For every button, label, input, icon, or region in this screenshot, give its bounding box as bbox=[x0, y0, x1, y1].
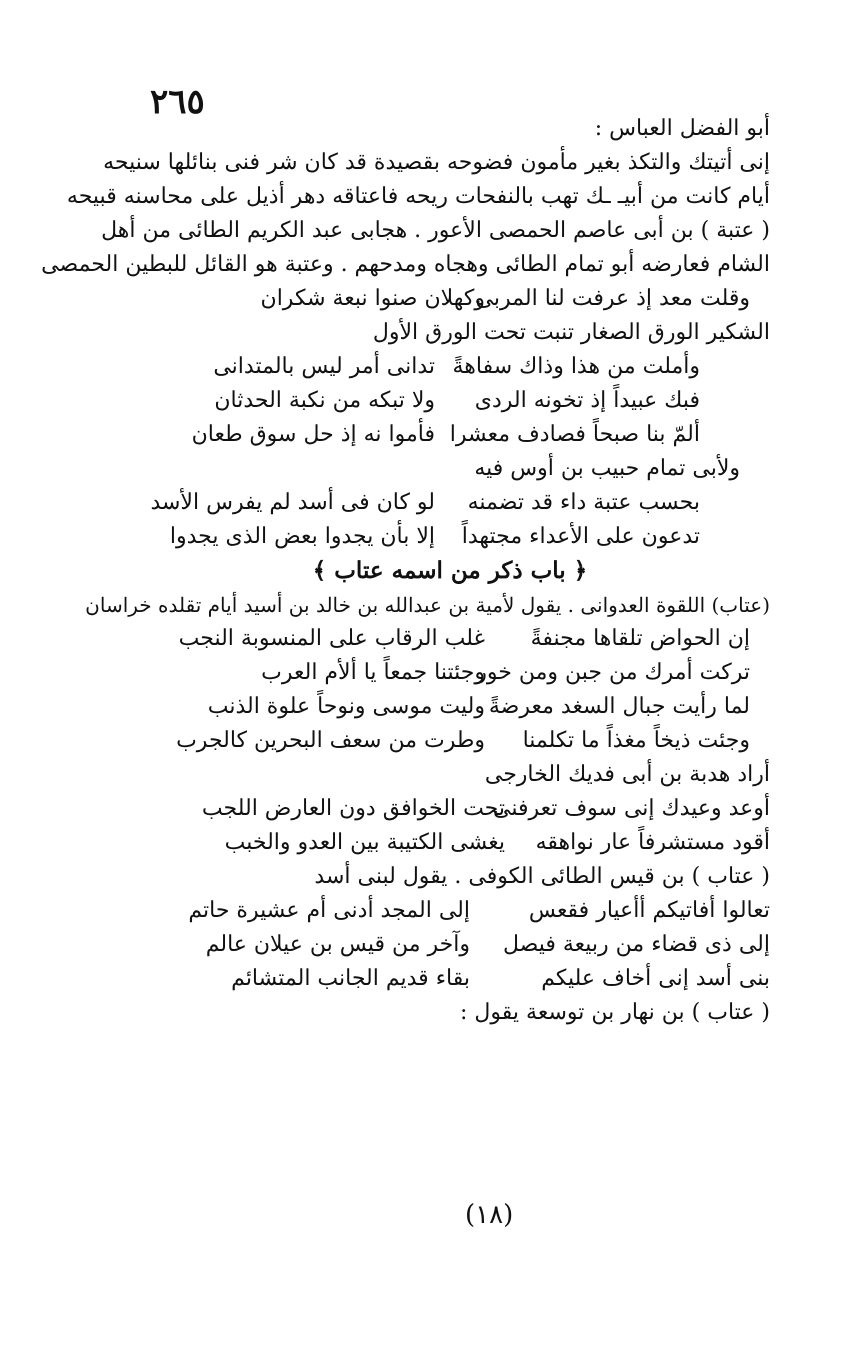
verse-hemistich: يغشى الكتيبة بين العدو والخبب bbox=[224, 830, 505, 855]
verse-row bbox=[130, 520, 770, 554]
verse-hemistich: أقود مستشرفاً عار نواهقه bbox=[535, 830, 770, 855]
prose-line bbox=[103, 146, 770, 180]
verse-hemistich: إن الحواض تلقاها مجنفةً bbox=[530, 626, 750, 651]
verse-hemistich: وقلت معد إذ عرفت لنا المربى bbox=[475, 286, 750, 311]
verse-row bbox=[130, 792, 770, 826]
verse-row bbox=[130, 724, 770, 758]
prose-line: (عتاب) اللقوة العدوانى . يقول لأمية بن عبدالله بن خالد بن أسيد أيام تقلده خراسان bbox=[85, 593, 770, 617]
verse-hemistich: بقصيدة قد كان شر فنى بنائلها سنيحه bbox=[103, 150, 440, 175]
verse-hemistich: أيام كانت من أبيـ ـك تهب بالنفحات ريحه bbox=[405, 184, 770, 209]
prose-line bbox=[66, 180, 770, 214]
prose-line: الشكير الورق الصغار تنبت تحت الورق الأول bbox=[372, 320, 770, 345]
verse-hemistich: أوعد وعيدك إنى سوف تعرفنى bbox=[493, 796, 770, 821]
verse-row bbox=[130, 962, 770, 996]
verse-row bbox=[130, 656, 770, 690]
verse-hemistich: وطرت من سعف البحرين كالجرب bbox=[176, 728, 485, 753]
verse-row bbox=[130, 418, 770, 452]
prose-line: أراد هدبة بن أبى فديك الخارجى bbox=[484, 762, 770, 787]
verse-hemistich: ألمّ بنا صبحاً فصادف معشرا bbox=[449, 422, 700, 447]
verse-hemistich: تعالوا أفاتيكم أأعيار فقعس bbox=[528, 898, 770, 923]
prose-line: ( عتاب ) بن نهار بن توسعة يقول : bbox=[460, 1000, 770, 1025]
verse-row bbox=[130, 894, 770, 928]
prose-line: ( عتاب ) بن قيس الطائى الكوفى . يقول لبنى أسد bbox=[314, 864, 770, 889]
verse-hemistich: ولا تبكه من نكبة الحدثان bbox=[214, 388, 435, 413]
verse-hemistich: تركت أمرك من جبن ومن خور bbox=[476, 660, 750, 685]
verse-hemistich: تدعون على الأعداء مجتهداً bbox=[461, 524, 700, 549]
verse-hemistich: إلى ذى قضاء من ربيعة فيصل bbox=[503, 932, 770, 957]
chapter-heading: ﴿ باب ذكر من اسمه عتاب ﴾ bbox=[312, 557, 588, 584]
verse-hemistich: بقاء قديم الجانب المتشائم bbox=[231, 966, 470, 991]
verse-hemistich: إنى أتيتك والتكذ بغير مأمون فضوحه bbox=[446, 150, 770, 175]
verse-hemistich: فأموا نه إذ حل سوق طعان bbox=[191, 422, 435, 447]
verse-hemistich: لو كان فى أسد لم يفرس الأسد bbox=[150, 490, 435, 515]
verse-hemistich: فبك عبيداً إذ تخونه الردى bbox=[474, 388, 700, 413]
page-text bbox=[41, 112, 770, 1030]
verse-hemistich: إلى المجد أدنى أم عشيرة حاتم bbox=[188, 898, 470, 923]
verse-row bbox=[130, 928, 770, 962]
verse-hemistich: لما رأيت جبال السغد معرضةً bbox=[488, 694, 750, 719]
signature-mark: (١٨) bbox=[465, 1200, 514, 1230]
verse-row bbox=[130, 690, 770, 724]
verse-row bbox=[130, 622, 770, 656]
verse-hemistich: غلب الرقاب على المنسوبة النجب bbox=[178, 626, 485, 651]
verse-row bbox=[130, 282, 770, 316]
verse-hemistich: بحسب عتبة داء قد تضمنه bbox=[467, 490, 700, 515]
page-number: ٢٦٥ bbox=[150, 82, 205, 122]
prose-line: ولأبى تمام حبيب بن أوس فيه bbox=[474, 456, 740, 481]
verse-hemistich: وليت موسى ونوحاً علوة الذنب bbox=[207, 694, 485, 719]
verse-hemistich: وآخر من قيس بن عيلان عالم bbox=[205, 932, 470, 957]
verse-row bbox=[130, 826, 770, 860]
verse-hemistich: فاعتاقه دهر أذيل على محاسنه قبيحه bbox=[66, 184, 399, 209]
section-author-line: أبو الفضل العباس : bbox=[594, 116, 770, 141]
verse-row bbox=[130, 486, 770, 520]
verse-hemistich: تحت الخوافق دون العارض اللجب bbox=[201, 796, 505, 821]
verse-hemistich: وأملت من هذا وذاك سفاهةً bbox=[452, 354, 700, 379]
verse-hemistich: إلا بأن يجدوا بعض الذى يجدوا bbox=[169, 524, 435, 549]
verse-hemistich: تدانى أمر ليس بالمتدانى bbox=[213, 354, 435, 379]
verse-hemistich: بنى أسد إنى أخاف عليكم bbox=[541, 966, 770, 991]
prose-line: الشام فعارضه أبو تمام الطائى وهجاه ومدحهم . وعتبة هو القائل للبطين الحمصى bbox=[41, 252, 770, 277]
verse-hemistich: وكهلان صنوا نبعة شكران bbox=[260, 286, 485, 311]
verse-row bbox=[130, 384, 770, 418]
verse-row bbox=[130, 350, 770, 384]
prose-line: ( عتبة ) بن أبى عاصم الحمصى الأعور . هجابى عبد الكريم الطائى من أهل bbox=[101, 218, 770, 243]
verse-hemistich: وجئت ذيخاً مغذاً ما تكلمنا bbox=[522, 728, 750, 753]
verse-hemistich: وجئتنا جمعاً يا ألأم العرب bbox=[261, 660, 485, 685]
